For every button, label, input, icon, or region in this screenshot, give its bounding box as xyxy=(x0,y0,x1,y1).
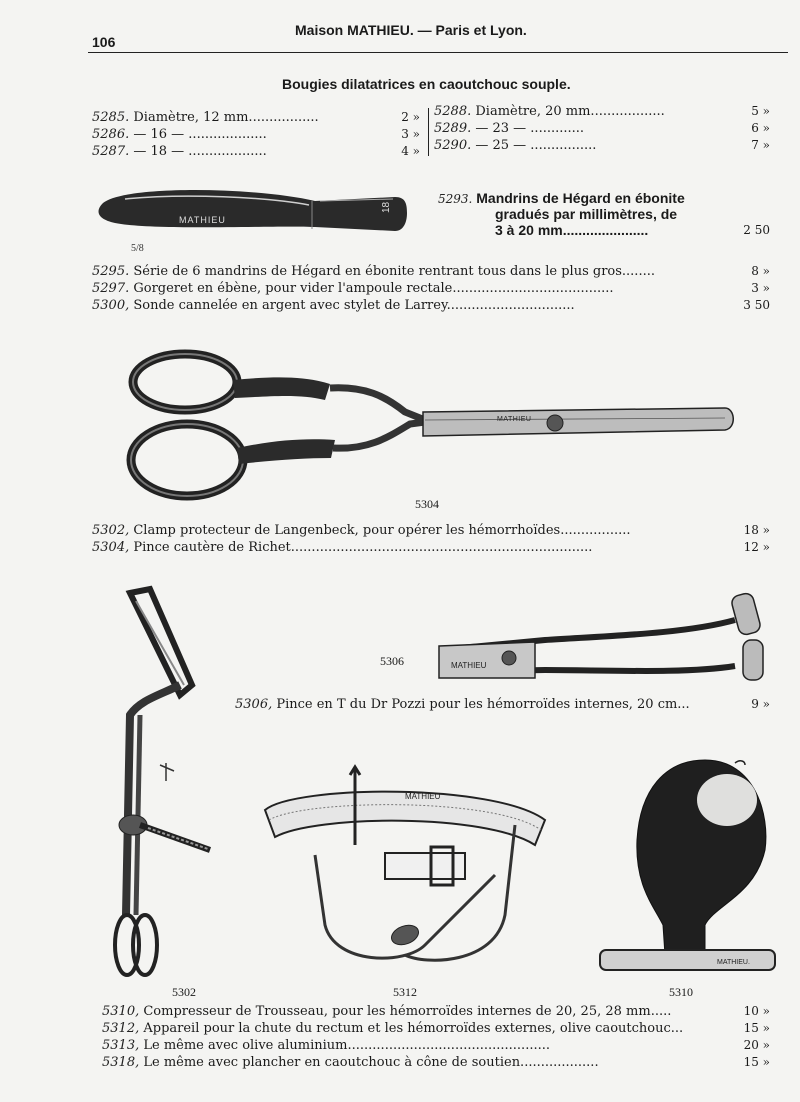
item-price: 7 » xyxy=(751,138,770,152)
page-number: 106 xyxy=(92,34,116,50)
engraving-text: MATHIEU. xyxy=(717,959,750,966)
item-price: 5 » xyxy=(751,104,770,118)
list-item: 5285. Diamètre, 12 mm................. xyxy=(92,110,319,125)
list-item: 5310, Compresseur de Trousseau, pour les hémorroïdes internes de 20, 25, 28 mm..... xyxy=(102,1004,672,1019)
item-price: 3 » xyxy=(401,127,420,141)
list-item: 5318, Le même avec plancher en caoutchouc à cône de soutien................... xyxy=(102,1055,599,1070)
item-price: 10 » xyxy=(743,1004,770,1018)
item-price: 15 » xyxy=(743,1055,770,1069)
figure-caption: 5306 xyxy=(380,654,404,668)
mandrin-line3: 3 à 20 mm...................... xyxy=(495,222,649,238)
item-price: 20 » xyxy=(743,1038,770,1052)
item-price: 6 » xyxy=(751,121,770,135)
figure-caption: 5304 xyxy=(415,497,439,511)
list-item: 5297. Gorgeret en ébène, pour vider l'ampoule rectale....................................... xyxy=(92,281,614,296)
list-item: 5312, Appareil pour la chute du rectum et les hémorroïdes externes, olive caoutchouc... xyxy=(102,1021,684,1036)
item-price: 2 » xyxy=(401,110,420,124)
item-price: 9 » xyxy=(751,697,770,711)
list-item: 5290. — 25 — ................ xyxy=(434,138,597,153)
engraving-text: MATHIEU xyxy=(179,215,226,225)
list-item: 5288. Diamètre, 20 mm.................. xyxy=(434,104,665,119)
header-rule xyxy=(88,52,788,53)
section-title: Bougies dilatatrices en caoutchouc souple. xyxy=(282,76,571,92)
bulb-illustration xyxy=(595,755,785,980)
item-price: 15 » xyxy=(743,1021,770,1035)
list-item: 5300, Sonde cannelée en argent avec stylet de Larrey............................... xyxy=(92,298,575,313)
item-price: 8 » xyxy=(751,264,770,278)
belt-illustration xyxy=(255,765,555,980)
clamp-illustration xyxy=(100,585,230,985)
figure-caption: 5312 xyxy=(393,985,417,999)
engraving-text: MATHIEU xyxy=(497,416,532,423)
engraving-text: MATHIEU xyxy=(451,661,487,670)
pozzi-illustration xyxy=(435,590,775,690)
list-item: 5287. — 18 — ................... xyxy=(92,144,267,159)
item-price: 12 » xyxy=(743,540,770,554)
list-item: 5289. — 23 — ............. xyxy=(434,121,585,136)
list-item: 5313, Le même avec olive aluminium................................................. xyxy=(102,1038,550,1053)
list-item: 5302, Clamp protecteur de Langenbeck, pour opérer les hémorrhoïdes................. xyxy=(92,523,631,538)
item-price: 18 » xyxy=(743,523,770,537)
item-price: 3 50 xyxy=(743,298,770,312)
scale-label: 5/8 xyxy=(131,243,144,254)
list-item: 5306, Pince en T du Dr Pozzi pour les hémorroïdes internes, 20 cm... xyxy=(235,697,690,712)
size-mark: 18 xyxy=(381,201,392,213)
figure-caption: 5302 xyxy=(172,985,196,999)
mandrin-title: 5293. Mandrins de Hégard en ébonite xyxy=(438,190,685,206)
item-price: 3 » xyxy=(751,281,770,295)
item-price: 2 50 xyxy=(743,223,770,237)
page-title: Maison MATHIEU. — Paris et Lyon. xyxy=(295,22,527,38)
item-price: 4 » xyxy=(401,144,420,158)
list-item: 5295. Série de 6 mandrins de Hégard en ébonite rentrant tous dans le plus gros........ xyxy=(92,264,655,279)
list-item: 5286. — 16 — ................... xyxy=(92,127,267,142)
figure-caption: 5310 xyxy=(669,985,693,999)
mandrin-illustration xyxy=(95,183,415,263)
column-divider xyxy=(428,108,429,156)
mandrin-line2: gradués par millimètres, de xyxy=(495,206,678,222)
engraving-text: MATHIEU xyxy=(405,792,441,801)
list-item: 5304, Pince cautère de Richet......................................................................... xyxy=(92,540,593,555)
pince-cautere-illustration xyxy=(125,340,745,510)
